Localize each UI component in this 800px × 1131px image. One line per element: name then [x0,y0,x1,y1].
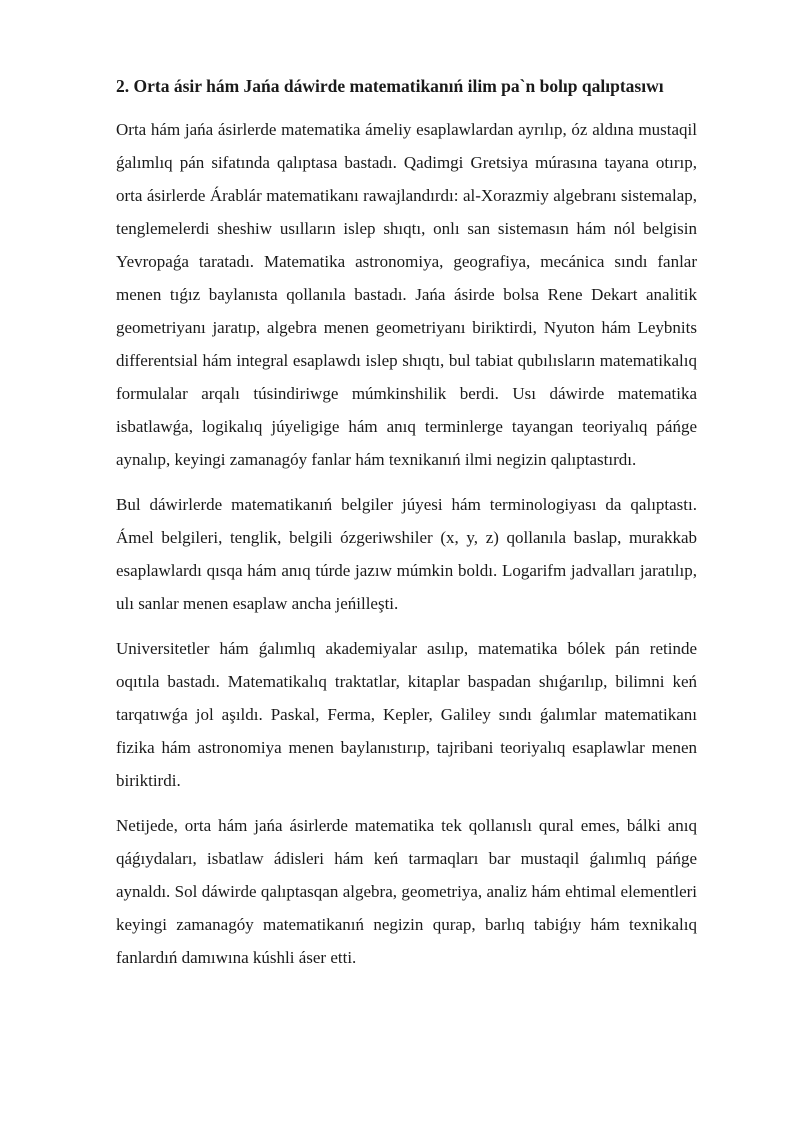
section-heading: 2. Orta ásir hám Jańa dáwirde matematikanıń ilim pa`n bolıp qalıptasıwı [116,76,664,96]
paragraph-4: Netijede, orta hám jańa ásirlerde matematika tek qollanıslı qural emes, bálki anıq qáǵıydaları, isbatlaw ádisleri hám keń tarmaqları bar mustaqil ǵalımlıq páńge aynaldı. Sol dáwirde qalıptasqan algebra, geometriya, analiz hám ehtimal elementleri keyingi zamanagóy matematikanıń negizin qurap, barlıq tabiǵıy hám texnikalıq fanlardıń damıwına kúshli áser etti. [116,816,697,967]
paragraph-1: Orta hám jańa ásirlerde matematika ámeliy esaplawlardan ayrılıp, óz aldına mustaqil ǵalımlıq pán sifatında qalıptasa bastadı. Qadimgi Gretsiya múrasına tayana otırıp, orta ásirlerde Árablár matematikanı rawajlandırdı: al-Xorazmiy algebranı sistemalap, tenglemelerdi sheshiw usılların islep shıqtı, onlı san sistemasın hám nól belgisin Yevropaǵa taratadı. Matematika astronomiya, geografiya, mecánica sındı fanlar menen tıǵız baylanısta qollanıla bastadı. Jańa ásirde bolsa Rene Dekart analitik geometriyanı jaratıp, algebra menen geometriyanı biriktirdi, Nyuton hám Leybnits differentsial hám integral esaplawdı islep shıqtı, bul tabiat qubılısların matematikalıq formulalar arqalı túsindiriwge múmkinshilik berdi. Usı dáwirde matematika isbatlawǵa, logikalıq júyeligige hám anıq terminlerge tayangan teoriyalıq páńge aynalıp, keyingi zamanagóy fanlar hám texnikanıń ilmi negizin qalıptastırdı. [116,120,697,469]
document-page [116,70,697,986]
paragraph-3: Universitetler hám ǵalımlıq akademiyalar asılıp, matematika bólek pán retinde oqıtıla bastadı. Matematikalıq traktatlar, kitaplar baspadan shıǵarılıp, bilimni keń tarqatıwǵa jol aşıldı. Paskal, Ferma, Kepler, Galiley sındı ǵalımlar matematikanı fizika hám astronomiya menen baylanıstırıp, tajribani teoriyalıq esaplawlar menen biriktirdi. [116,639,697,790]
paragraph-2: Bul dáwirlerde matematikanıń belgiler júyesi hám terminologiyası da qalıptastı. Ámel belgileri, tenglik, belgili ózgeriwshiler (x, y, z) qollanıla baslap, murakkab esaplawlardı qısqa hám anıq túrde jazıw múmkin boldı. Logarifm jadvalları jaratılıp, ulı sanlar menen esaplaw ancha jeńilleşti. [116,495,697,613]
